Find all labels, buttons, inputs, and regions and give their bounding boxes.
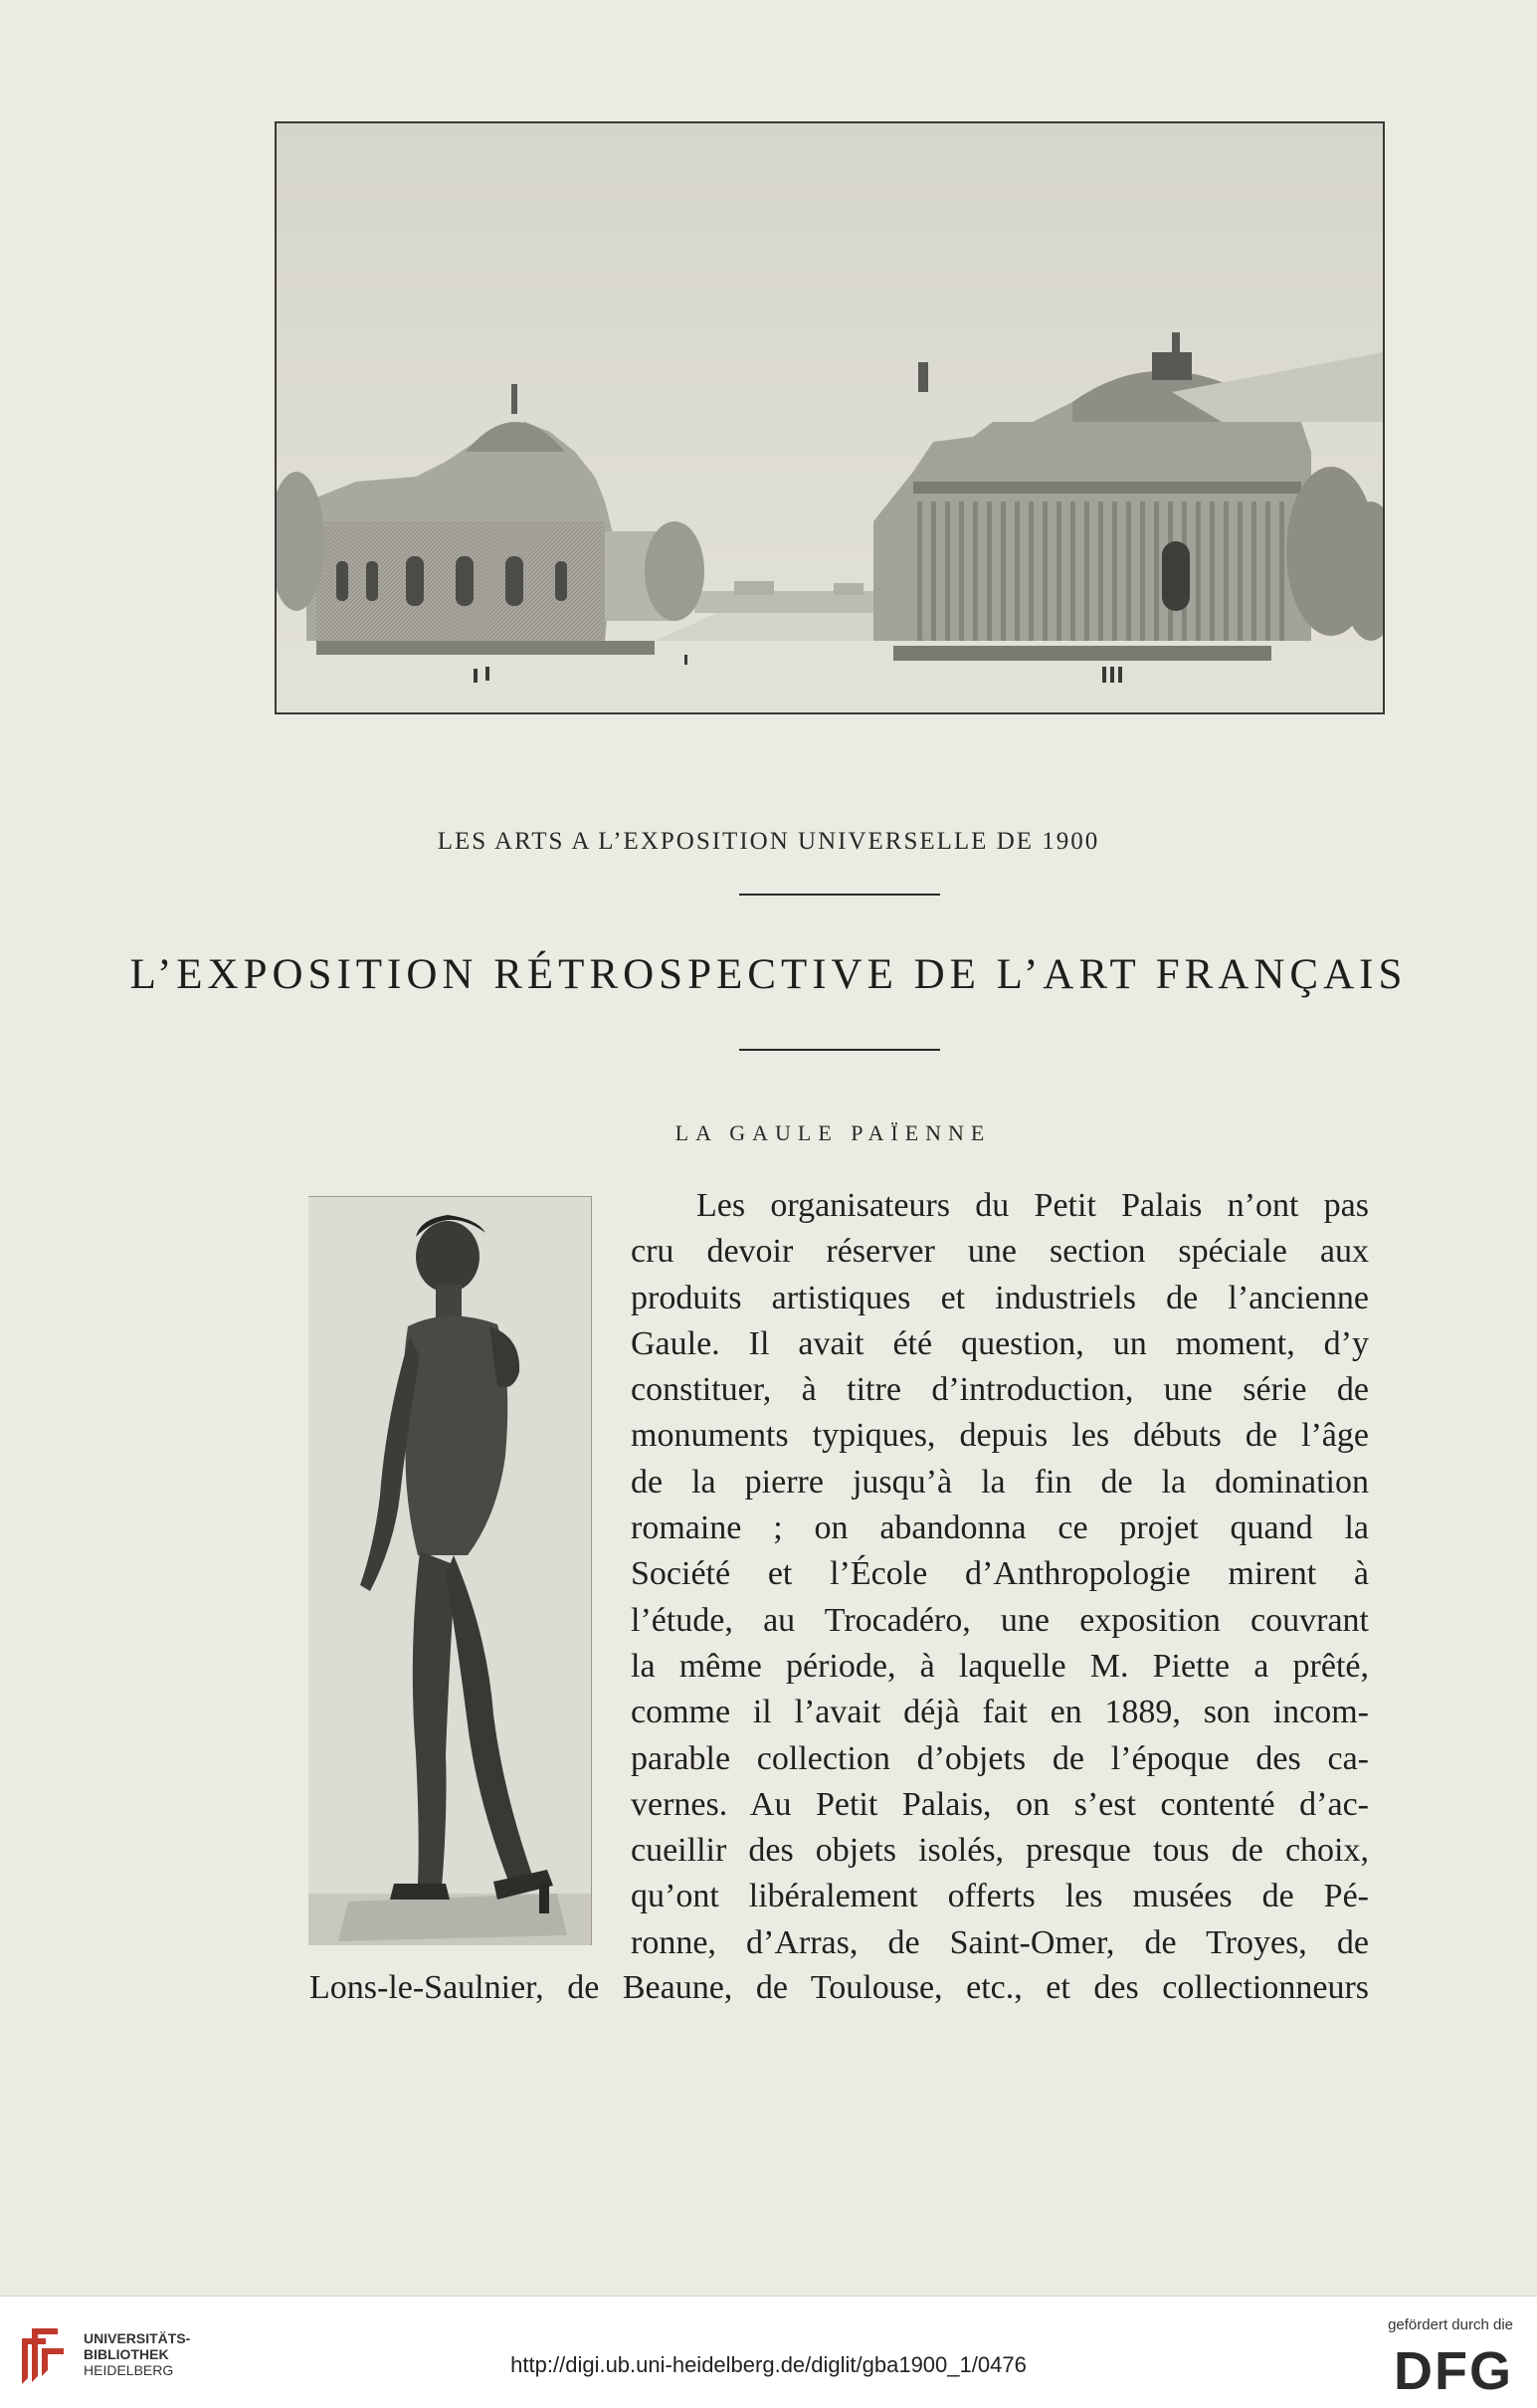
library-name-line1: UNIVERSITÄTS- bbox=[84, 2330, 191, 2346]
body-line: comme il l’avait déjà fait en 1889, son incom- bbox=[631, 1694, 1369, 1731]
body-line: parable collection d’objets de l’époque des ca- bbox=[631, 1739, 1369, 1777]
title-rule-top bbox=[739, 894, 940, 896]
body-line: de la pierre jusqu’à la fin de la domination bbox=[631, 1463, 1369, 1501]
dfg-logo[interactable]: DFG bbox=[1394, 2341, 1513, 2401]
body-line: produits artistiques et industriels de l’ancienne bbox=[631, 1279, 1369, 1316]
statue-photograph bbox=[308, 1196, 592, 1945]
article-body bbox=[631, 1183, 1369, 1966]
body-line: cueillir des objets isolés, presque tous de choix, bbox=[631, 1832, 1369, 1870]
funding-caption: gefördert durch die bbox=[1388, 2316, 1513, 2333]
body-line: monuments typiques, depuis les débuts de l’âge bbox=[631, 1417, 1369, 1455]
body-line: cru devoir réserver une section spéciale aux bbox=[631, 1233, 1369, 1271]
title-rule-bottom bbox=[739, 1049, 940, 1051]
body-line-full: Lons-le-Saulnier, de Beaune, de Toulouse, etc., et des collectionneurs bbox=[309, 1969, 1369, 2006]
body-line: Société et l’École d’Anthropologie mirent à bbox=[631, 1555, 1369, 1593]
body-line: qu’ont libéralement offerts les musées de Pé- bbox=[631, 1878, 1369, 1915]
body-line: l’étude, au Trocadéro, une exposition couvrant bbox=[631, 1601, 1369, 1639]
body-line: la même période, à laquelle M. Piette a prêté, bbox=[631, 1647, 1369, 1685]
article-title: L’EXPOSITION RÉTROSPECTIVE DE L’ART FRANÇAIS bbox=[129, 951, 1408, 998]
permalink-url[interactable]: http://digi.ub.uni-heidelberg.de/diglit/gba1900_1/0476 bbox=[510, 2352, 1027, 2377]
body-line: vernes. Au Petit Palais, on s’est contenté d’ac- bbox=[631, 1785, 1369, 1823]
engraving-illustration bbox=[275, 121, 1385, 714]
library-name-line3: HEIDELBERG bbox=[84, 2362, 174, 2378]
body-line: constituer, à titre d’introduction, une série de bbox=[631, 1371, 1369, 1409]
section-heading: LA GAULE PAÏENNE bbox=[674, 1120, 992, 1145]
body-line: romaine ; on abandonna ce projet quand la bbox=[631, 1509, 1369, 1547]
body-line: Gaule. Il avait été question, un moment, d’y bbox=[631, 1324, 1369, 1362]
running-head: LES ARTS A L’EXPOSITION UNIVERSELLE DE 1900 bbox=[437, 828, 1100, 855]
article-body-continued bbox=[309, 1965, 1369, 2011]
digitization-footer bbox=[0, 2296, 1537, 2408]
body-line: Les organisateurs du Petit Palais n’ont pas bbox=[696, 1187, 1369, 1224]
body-line: ronne, d’Arras, de Saint-Omer, de Troyes, de bbox=[631, 1923, 1369, 1961]
library-name-line2: BIBLIOTHEK bbox=[84, 2346, 169, 2362]
